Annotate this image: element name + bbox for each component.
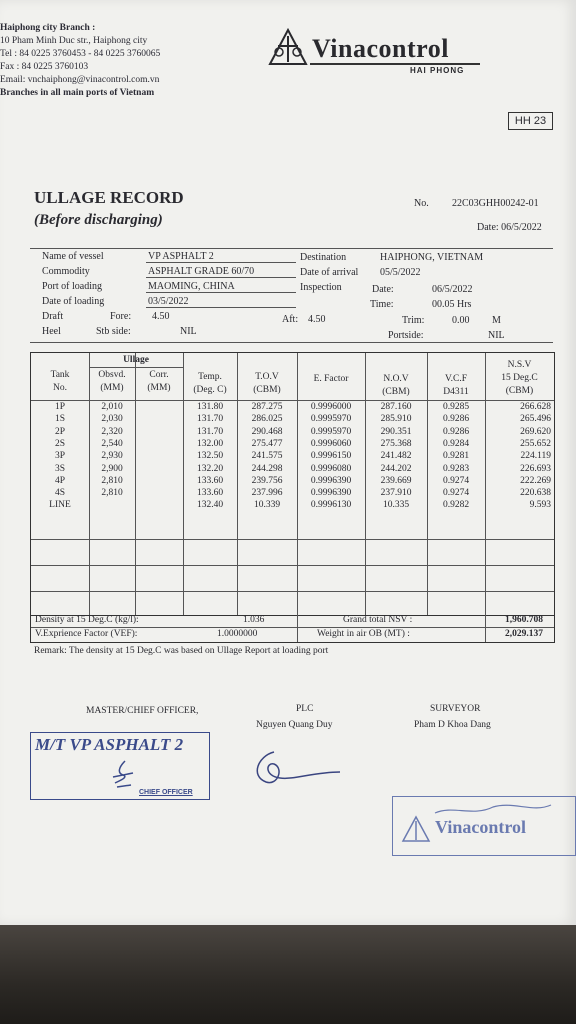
cell-obsvd: 2,030 [101, 414, 123, 425]
cell-vcf: 0.9283 [442, 463, 470, 474]
logo-wordmark: Vinacontrol [312, 34, 449, 63]
header-obsvd-line1: Obsvd. [98, 370, 126, 380]
destination-label: Destination [300, 252, 347, 263]
branch-name: Haiphong city Branch : [0, 23, 96, 33]
header-tov [237, 371, 297, 397]
cell-ef: 0.9996000 [310, 402, 352, 412]
heel-label: Heel [42, 326, 61, 337]
header-tov-line2: (CBM) [253, 385, 281, 395]
info-underline [146, 307, 296, 308]
table-row-rule [31, 539, 554, 540]
cell-nsv: 269.620 [520, 426, 551, 437]
logo-subtitle: HAI PHONG [410, 66, 465, 75]
info-left-values [148, 249, 254, 309]
cell-nsv: 226.693 [520, 463, 551, 474]
remark-text: Remark: The density at 15 Deg.C was based on Ullage Report at loading port [34, 646, 329, 656]
header-nsv-line3: (CBM) [505, 386, 534, 396]
header-obsvd-line2: (MM) [100, 383, 124, 393]
date-loading-label: Date of loading [42, 296, 105, 307]
trim-unit: M [492, 315, 501, 326]
totals-divider [485, 614, 486, 642]
branch-email: Email: vnchaiphong@vinacontrol.com.vn [0, 75, 160, 85]
ship-stamp [30, 732, 210, 800]
cell-nsv: 9.593 [529, 500, 551, 511]
cell-nov: 275.368 [380, 438, 412, 449]
record-number: 22C03GHH00242-01 [452, 198, 539, 209]
cell-vcf: 0.9286 [442, 414, 470, 425]
cell-ef: 0.9995970 [310, 414, 352, 425]
trim-value: 0.00 [452, 315, 470, 326]
cell-nsv: 255.652 [520, 438, 551, 449]
cell-tank: 3P [54, 451, 66, 462]
header-corr-line2: (MM) [147, 383, 171, 393]
cell-temp: 131.70 [196, 414, 224, 425]
header-obsvd [89, 369, 135, 395]
branch-address: 10 Pham Minh Duc str., Haiphong city [0, 36, 148, 46]
totals-row-rule [31, 627, 554, 628]
totals-divider [297, 614, 298, 642]
stb-label: Stb side: [96, 326, 131, 337]
cell-tov: 237.996 [251, 488, 283, 499]
insp-date-value: 06/5/2022 [432, 284, 473, 295]
cell-ef: 0.9996390 [310, 475, 352, 486]
density-label: Density at 15 Deg.C (kg/l): [35, 615, 139, 625]
stamp-logo-icon [401, 815, 431, 843]
cell-obsvd: 2,320 [101, 426, 123, 437]
cell-tov: 275.477 [251, 438, 283, 449]
info-right-labels [300, 250, 358, 295]
ullage-table [30, 352, 555, 616]
cell-tov: 241.575 [251, 451, 283, 462]
cell-tank: 1S [54, 414, 66, 425]
cell-tank: 4P [54, 475, 66, 486]
cell-tov: 287.275 [251, 402, 283, 412]
cell-obsvd: 2,010 [101, 402, 123, 412]
cell-nov: 10.335 [382, 500, 410, 511]
surveyor-label: SURVEYOR [430, 704, 481, 714]
info-bottom-rule [30, 342, 553, 343]
portside-value: NIL [488, 330, 505, 341]
info-underline [146, 262, 296, 263]
vessel-label: Name of vessel [42, 251, 104, 262]
cell-ef: 0.9996150 [310, 451, 352, 462]
header-nov-line2: (CBM) [382, 387, 410, 397]
portside-label: Portside: [388, 330, 424, 341]
header-efactor: E. Factor [313, 374, 349, 384]
vessel-value: VP ASPHALT 2 [148, 251, 214, 262]
cell-nsv: 265.496 [520, 414, 551, 425]
cell-tank: 2P [54, 426, 66, 437]
cell-nov: 287.160 [380, 402, 412, 412]
time-value: 00.05 Hrs [432, 299, 472, 310]
plc-name: Nguyen Quang Duy [256, 720, 333, 730]
info-left-labels [42, 249, 104, 339]
info-underline [146, 292, 296, 293]
cell-temp: 133.60 [196, 488, 224, 499]
cell-ef: 0.9996130 [310, 500, 352, 511]
stb-value: NIL [180, 326, 197, 337]
branch-ports: Branches in all main ports of Vietnam [0, 88, 155, 98]
cell-obsvd: 2,930 [101, 451, 123, 462]
trim-label: Trim: [402, 315, 425, 326]
branch-fax: Fax : 84 0225 3760103 [0, 62, 89, 72]
grand-total-value: 1,960.708 [505, 615, 543, 625]
cell-obsvd: 2,900 [101, 463, 123, 474]
cell-ef: 0.9996390 [310, 488, 352, 499]
plc-signature-icon [244, 742, 344, 792]
cell-nov: 237.910 [380, 488, 412, 499]
header-nsv-line2: 15 Deg.C [501, 373, 538, 383]
cell-nov: 239.669 [380, 475, 412, 486]
master-signature-label: MASTER/CHIEF OFFICER, [86, 706, 199, 716]
cell-tank: 2S [54, 438, 66, 449]
header-bottom-rule [31, 400, 554, 401]
totals-block [30, 614, 555, 643]
header-nsv [485, 359, 554, 398]
arrival-label: Date of arrival [300, 267, 359, 278]
branch-info [0, 22, 160, 100]
background-floor [0, 925, 576, 1024]
header-vcf-line2: D4311 [443, 387, 469, 397]
page-title: ULLAGE RECORD [34, 188, 184, 207]
fore-value: 4.50 [152, 311, 170, 322]
page-subtitle: (Before discharging) [34, 212, 163, 228]
info-underline [146, 277, 296, 278]
ullage-header-rule [89, 367, 183, 368]
cell-tov: 10.339 [253, 500, 281, 511]
header-tank-line2: No. [53, 383, 67, 393]
table-row-rule [31, 591, 554, 592]
cell-nov: 241.482 [380, 451, 412, 462]
header-temp-line2: (Deg. C) [193, 385, 227, 395]
insp-date-label: Date: [372, 284, 394, 295]
ship-stamp-footer: CHIEF OFFICER [139, 789, 193, 796]
header-corr-line1: Corr. [149, 370, 169, 380]
cell-temp: 132.40 [196, 500, 224, 511]
cell-tank: 4S [54, 488, 66, 499]
header-tank-line1: Tank [50, 370, 70, 380]
header-tov-line1: T.O.V [255, 372, 279, 382]
record-date: Date: 06/5/2022 [477, 222, 542, 233]
time-label: Time: [370, 299, 394, 310]
cell-nsv: 220.638 [520, 488, 551, 499]
cell-obsvd: 2,810 [101, 475, 123, 486]
weight-value: 2,029.137 [505, 629, 543, 639]
cell-vcf: 0.9285 [442, 402, 470, 412]
weight-label: Weight in air OB (MT) : [317, 629, 410, 639]
cell-vcf: 0.9274 [442, 488, 470, 499]
cell-vcf: 0.9284 [442, 438, 470, 449]
header-vcf [427, 373, 485, 399]
cell-vcf: 0.9282 [442, 500, 470, 511]
aft-value: 4.50 [308, 314, 326, 325]
ship-stamp-title: M/T VP ASPHALT 2 [35, 735, 184, 754]
grand-total-label: Grand total NSV : [343, 615, 413, 625]
destination-value: HAIPHONG, VIETNAM [380, 252, 484, 263]
cell-nov: 285.910 [380, 414, 412, 425]
surveyor-signature-icon [433, 799, 553, 819]
fore-label: Fore: [110, 311, 132, 322]
header-tank [31, 369, 89, 395]
cell-temp: 132.00 [196, 438, 224, 449]
cell-tank: 1P [54, 402, 66, 412]
document-code-box: HH 23 [508, 112, 553, 130]
draft-label: Draft [42, 311, 64, 322]
branch-tel: Tel : 84 0225 3760453 - 84 0225 3760065 [0, 49, 161, 59]
header-temp-line1: Temp. [198, 372, 222, 382]
commodity-label: Commodity [42, 266, 90, 277]
table-row-rule [31, 565, 554, 566]
cell-vcf: 0.9286 [442, 426, 470, 437]
header-ullage: Ullage [123, 355, 149, 365]
chief-officer-signature-icon [109, 759, 139, 789]
cell-tank: 3S [54, 463, 66, 474]
plc-label: PLC [296, 704, 314, 714]
cell-vcf: 0.9281 [442, 451, 470, 462]
cell-nov: 290.351 [380, 426, 412, 437]
vef-value: 1.0000000 [217, 629, 258, 639]
cell-tank: LINE [49, 500, 71, 511]
header-nov-line1: N.O.V [383, 374, 409, 384]
logo-divider [310, 63, 480, 65]
cell-tov: 239.756 [251, 475, 283, 486]
cell-temp: 132.20 [196, 463, 224, 474]
cell-nov: 244.202 [380, 463, 412, 474]
header-vcf-line1: V.C.F [444, 374, 467, 384]
stamp-wordmark: Vinacontrol [435, 817, 527, 837]
cell-tov: 244.298 [251, 463, 283, 474]
cell-temp: 131.70 [196, 426, 224, 437]
inspection-label: Inspection [300, 282, 342, 293]
cell-tov: 290.468 [251, 426, 283, 437]
port-label: Port of loading [42, 281, 102, 292]
cell-nsv: 222.269 [520, 475, 551, 486]
cell-vcf: 0.9274 [442, 475, 470, 486]
record-number-label: No. [414, 198, 429, 209]
surveyor-name: Pham D Khoa Dang [414, 720, 491, 730]
cell-temp: 132.50 [196, 451, 224, 462]
port-value: MAOMING, CHINA [148, 281, 235, 292]
cell-ef: 0.9996080 [310, 463, 352, 474]
vinacontrol-stamp [392, 796, 576, 856]
header-nsv-line1: N.S.V [507, 360, 532, 370]
cell-temp: 133.60 [196, 475, 224, 486]
cell-obsvd: 2,540 [101, 438, 123, 449]
cell-temp: 131.80 [196, 402, 224, 412]
info-top-rule [30, 248, 553, 249]
header-nov [365, 373, 427, 399]
header-corr [135, 369, 183, 395]
vef-label: V.Exprience Factor (VEF): [35, 629, 138, 639]
date-loading-value: 03/5/2022 [148, 296, 189, 307]
header-temp [183, 371, 237, 397]
cell-ef: 0.9995970 [310, 426, 352, 437]
aft-label: Aft: [282, 314, 299, 325]
cell-ef: 0.9996060 [310, 438, 352, 449]
cell-nsv: 266.628 [520, 402, 551, 412]
vinacontrol-logo-icon [268, 28, 308, 68]
density-value: 1.036 [243, 615, 265, 625]
cell-tov: 286.025 [251, 414, 283, 425]
arrival-value: 05/5/2022 [380, 267, 421, 278]
commodity-value: ASPHALT GRADE 60/70 [148, 266, 255, 277]
cell-obsvd: 2,810 [101, 488, 123, 499]
cell-nsv: 224.119 [520, 451, 551, 462]
